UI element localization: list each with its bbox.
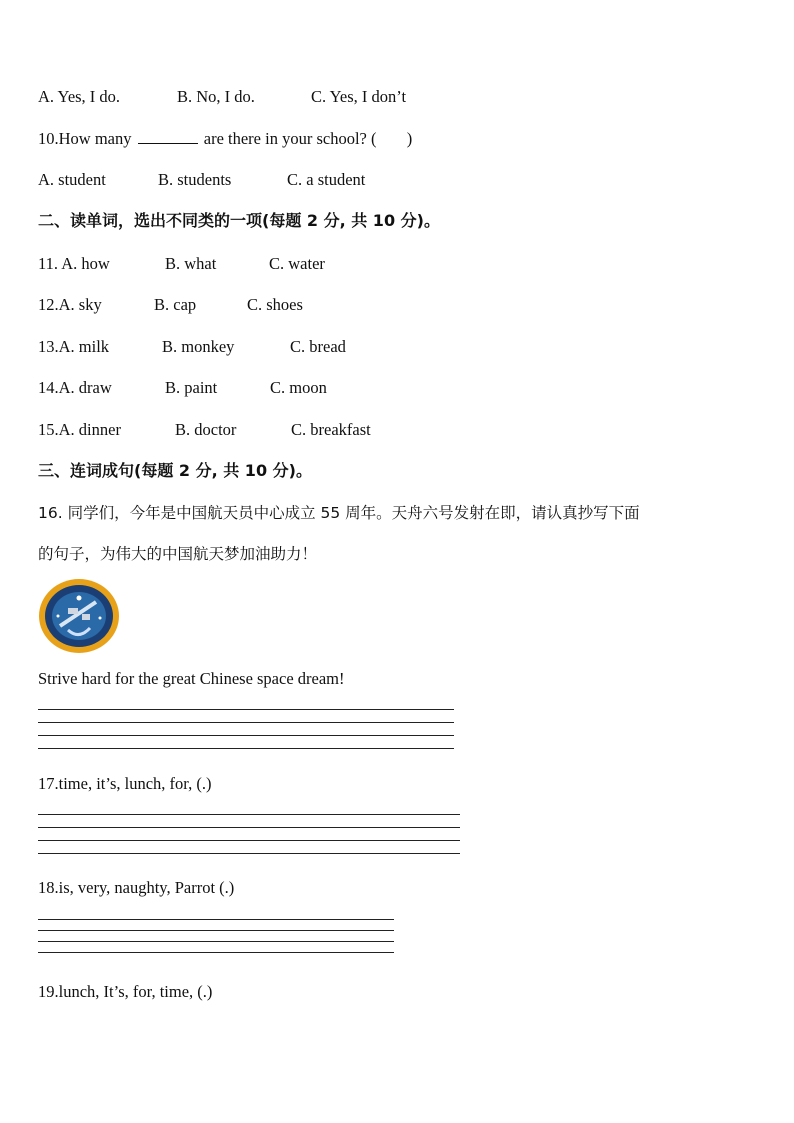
q17-writing-lines[interactable] — [38, 814, 460, 866]
q10-prefix: 10.How many — [38, 129, 132, 148]
q16-writing-lines[interactable] — [38, 709, 454, 761]
q13-option-b[interactable]: B. monkey — [162, 337, 235, 356]
q14-option-a[interactable]: 14.A. draw — [38, 378, 112, 397]
q16-instruction-line1: 16. 同学们，今年是中国航天员中心成立 55 周年。天舟六号发射在即，请认真抄写下面 — [38, 504, 640, 522]
q15-option-a[interactable]: 15.A. dinner — [38, 420, 121, 439]
writing-line — [38, 722, 454, 723]
q13-option-a[interactable]: 13.A. milk — [38, 337, 110, 356]
q10-option-b[interactable]: B. students — [158, 170, 232, 189]
q10-option-c[interactable]: C. a student — [287, 170, 366, 189]
q10-option-a[interactable]: A. student — [38, 170, 106, 189]
writing-line — [38, 748, 454, 749]
writing-line — [38, 952, 394, 953]
section2-heading: 二、读单词，选出不同类的一项(每题 2 分, 共 10 分)。 — [38, 211, 440, 230]
q13-option-c[interactable]: C. bread — [290, 337, 346, 356]
q11-option-a[interactable]: 11. A. how — [38, 254, 110, 273]
q15-options — [38, 420, 371, 440]
q16-instruction-line2: 的句子，为伟大的中国航天梦加油助力！ — [38, 545, 318, 563]
q9-option-a[interactable]: A. Yes, I do. — [38, 87, 121, 106]
writing-line — [38, 930, 394, 931]
writing-line — [38, 814, 460, 815]
writing-line — [38, 941, 394, 942]
writing-line — [38, 840, 460, 841]
q16-sentence: Strive hard for the great Chinese space dream! — [38, 669, 345, 688]
q11-option-c[interactable]: C. water — [269, 254, 325, 273]
q12-option-b[interactable]: B. cap — [154, 295, 197, 314]
q15-option-b[interactable]: B. doctor — [175, 420, 237, 439]
q9-options — [38, 87, 406, 107]
q9-option-c[interactable]: C. Yes, I don’t — [311, 87, 407, 106]
q10-close: ) — [406, 129, 413, 148]
writing-line — [38, 919, 394, 920]
q11-options — [38, 254, 325, 274]
q12-options — [38, 295, 303, 315]
q9-option-b[interactable]: B. No, I do. — [177, 87, 255, 106]
q14-option-c[interactable]: C. moon — [270, 378, 327, 397]
q18-writing-lines[interactable] — [38, 919, 394, 963]
mission-badge-emblem — [38, 578, 120, 654]
q12-option-c[interactable]: C. shoes — [247, 295, 303, 314]
writing-line — [38, 735, 454, 736]
writing-line — [38, 853, 460, 854]
q18-words: 18.is, very, naughty, Parrot (.) — [38, 878, 235, 897]
q17-words: 17.time, it’s, lunch, for, (.) — [38, 774, 212, 793]
section3-heading: 三、连词成句(每题 2 分, 共 10 分)。 — [38, 461, 312, 480]
q14-options — [38, 378, 327, 398]
writing-line — [38, 709, 454, 710]
q15-option-c[interactable]: C. breakfast — [291, 420, 371, 439]
q11-option-b[interactable]: B. what — [165, 254, 217, 273]
q10-suffix: are there in your school? ( — [203, 129, 377, 148]
q10-options — [38, 170, 365, 190]
q14-option-b[interactable]: B. paint — [165, 378, 218, 397]
q12-option-a[interactable]: 12.A. sky — [38, 295, 102, 314]
q10-blank[interactable] — [138, 129, 198, 144]
q13-options — [38, 337, 346, 357]
q10-question — [38, 129, 412, 149]
q19-words: 19.lunch, It’s, for, time, (.) — [38, 982, 213, 1001]
writing-line — [38, 827, 460, 828]
